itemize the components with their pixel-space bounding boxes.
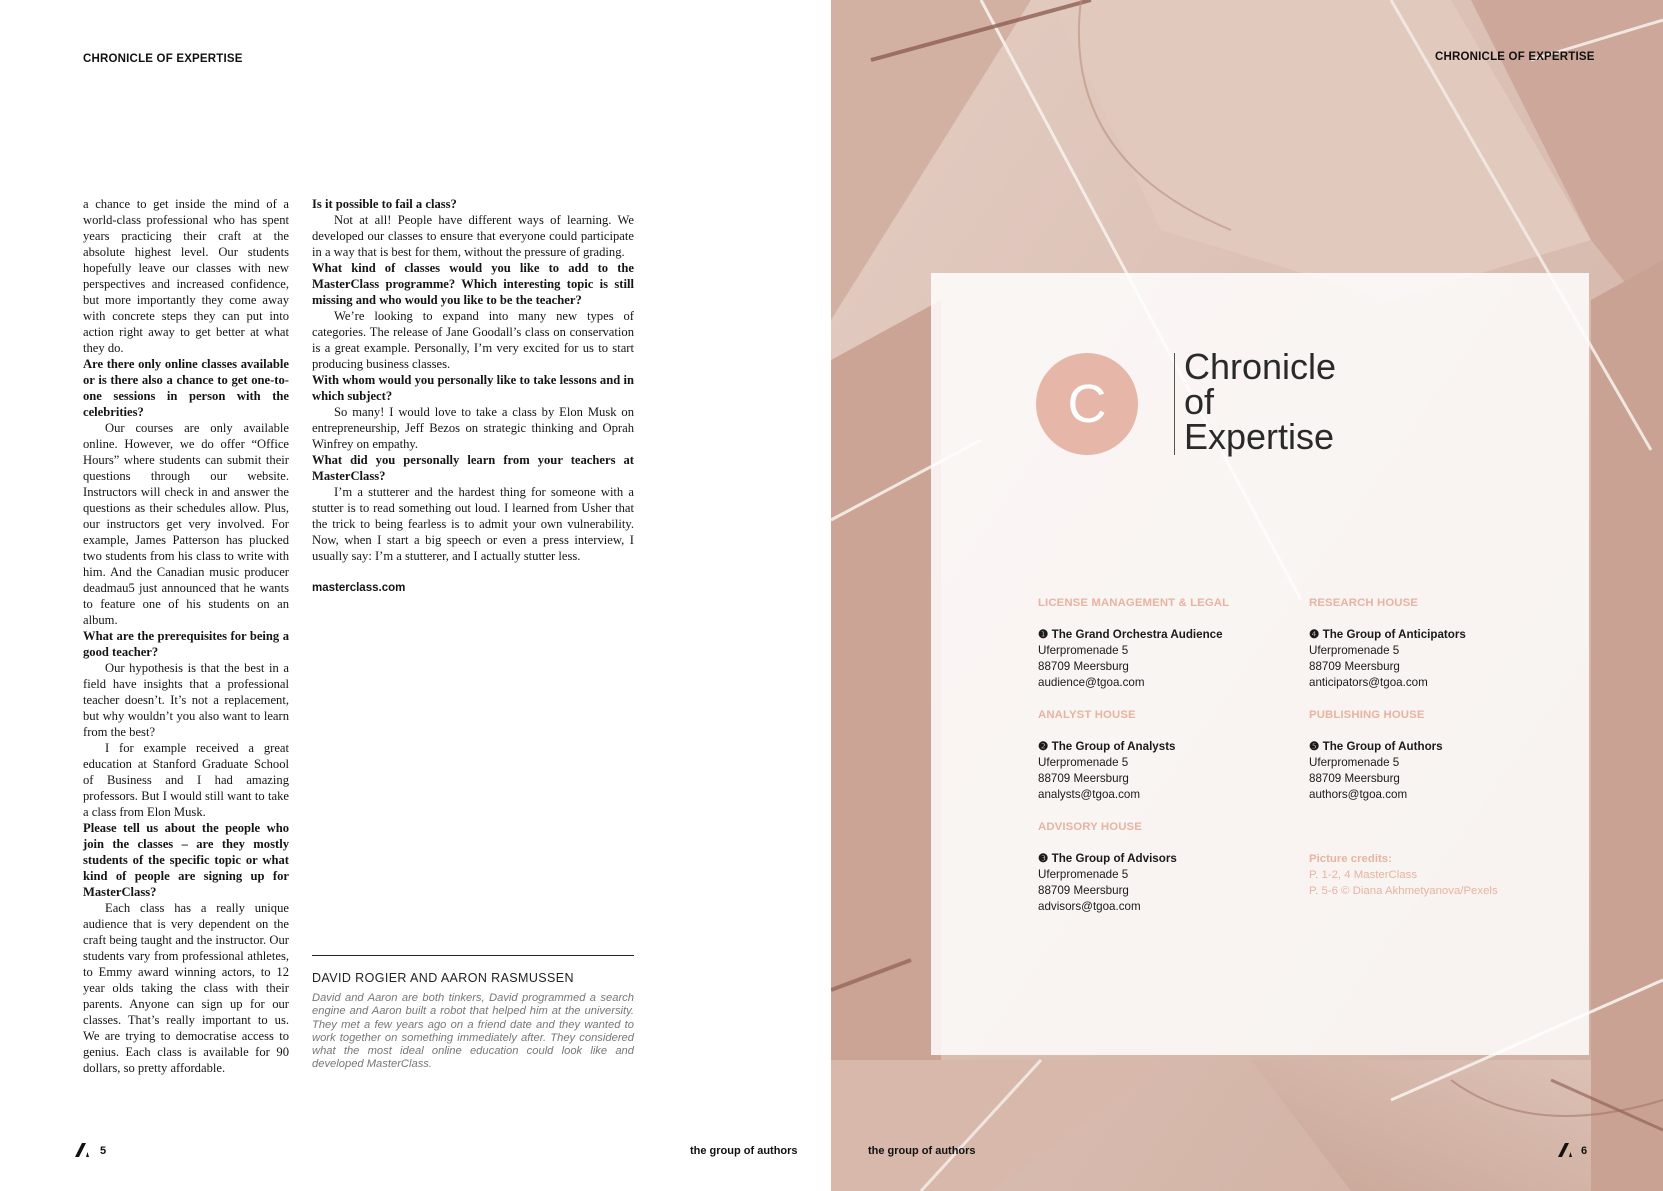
interview-answer: I for example received a great education at Stanford Graduate School of Business and I had amazing professors. But I would still want to take a class from Elon Musk. — [83, 741, 289, 819]
brand-line-1: Chronicle — [1184, 346, 1337, 387]
city: 88709 Meersburg — [1038, 772, 1129, 785]
column-2-body — [312, 196, 634, 564]
interview-answer: Not at all! People have different ways of learning. We developed our classes to ensure that everyone could participate in a way that is best for them, without the pressure of grading. — [312, 213, 634, 259]
city: 88709 Meersburg — [1309, 660, 1400, 673]
address-license-management — [1038, 595, 1229, 691]
interview-question: Is it possible to fail a class? — [312, 197, 457, 211]
street: Uferpromenade 5 — [1309, 756, 1400, 769]
category-label: ANALYST HOUSE — [1038, 709, 1136, 721]
imprint-panel — [931, 273, 1589, 1055]
website-link[interactable]: masterclass.com — [312, 582, 406, 594]
page-number-right: 6 — [1581, 1145, 1588, 1157]
brand-wordmark — [1184, 346, 1337, 457]
category-label: ADVISORY HOUSE — [1038, 821, 1142, 833]
interview-answer: Our courses are only available online. However, we do offer “Office Hours” where students can submit their questions through our website. Instructors will check in and answer the questions as their schedules allow. Plus, our instructors get very involved. For example, James Patterson has plucked two students from his class to write with him. And the Canadian music producer deadmau5 just announced that he wants to feature one of his students on an album. — [83, 421, 289, 627]
address-advisory-house — [1038, 819, 1177, 915]
running-head-left: CHRONICLE OF EXPERTISE — [83, 53, 243, 65]
category-label: LICENSE MANAGEMENT & LEGAL — [1038, 597, 1230, 609]
interview-question: What are the prerequisites for being a good teacher? — [83, 629, 289, 659]
brand-line-3: Expertise — [1184, 416, 1335, 457]
interview-answer: Our hypothesis is that the best in a field have insights that a professional teacher doesn’t. It’s not a replacement, but why wouldn’t you also want to learn from the best? — [83, 661, 289, 739]
city: 88709 Meersburg — [1038, 884, 1129, 897]
brand-logo-circle: C — [1036, 353, 1138, 455]
company-name: ❹ The Group of Anticipators — [1309, 628, 1466, 641]
credits-title: Picture credits: — [1309, 853, 1392, 865]
address-analyst-house — [1038, 707, 1176, 803]
footer-brand-left: the group of authors — [690, 1145, 798, 1157]
credit-line: P. 5-6 © Diana Akhmetyanova/Pexels — [1309, 885, 1498, 897]
interview-question: What kind of classes would you like to add to the MasterClass programme? Which interesting topic is still missing and who would you like to be the teacher? — [312, 261, 634, 307]
city: 88709 Meersburg — [1038, 660, 1129, 673]
credit-line: P. 1-2, 4 MasterClass — [1309, 869, 1418, 881]
address-research-house — [1309, 595, 1466, 691]
bio-name: DAVID ROGIER AND AARON RASMUSSEN — [312, 971, 574, 985]
brand-line-2: of — [1184, 381, 1215, 422]
article-column-2 — [312, 196, 634, 596]
publisher-logo-icon — [75, 1143, 95, 1157]
street: Uferpromenade 5 — [1038, 756, 1129, 769]
email-link[interactable]: authors@tgoa.com — [1309, 788, 1408, 801]
brand-divider — [1174, 353, 1175, 455]
page-number-left: 5 — [100, 1145, 107, 1157]
interview-answer: I’m a stutterer and the hardest thing for someone with a stutter is to read something out loud. I learned from Usher that the trick to being fearless is to admit your own vulnerability. Now, when I start a big speech or even a press interview, I usually say: I’m a stutterer, and I actually stutter less. — [312, 485, 634, 563]
street: Uferpromenade 5 — [1309, 644, 1400, 657]
interview-answer: Each class has a really unique audience that is very dependent on the craft being taught and the instructor. Our students vary from professional athletes, to Emmy award winning actors, to 12 year olds taking the class with their parents. Anyone can sign up for our classes. That’s really important to us. We are trying to democratise access to genius. Each class is available for 90 dollars, so pretty affordable. — [83, 901, 289, 1075]
category-label: PUBLISHING HOUSE — [1309, 709, 1425, 721]
street: Uferpromenade 5 — [1038, 868, 1129, 881]
running-head-right: CHRONICLE OF EXPERTISE — [1435, 51, 1595, 63]
left-page — [0, 0, 831, 1191]
interview-answer: So many! I would love to take a class by Elon Musk on entrepreneurship, Jeff Bezos on strategic thinking and Oprah Winfrey on empathy. — [312, 405, 634, 451]
email-link[interactable]: anticipators@tgoa.com — [1309, 676, 1428, 689]
interview-question: Are there only online classes available or is there also a chance to get one-to-one sessions in person with the celebrities? — [83, 357, 289, 419]
email-link[interactable]: advisors@tgoa.com — [1038, 900, 1141, 913]
company-name: ❶ The Grand Orchestra Audience — [1038, 628, 1223, 641]
interview-answer: We’re looking to expand into many new types of categories. The release of Jane Goodall’s class on conservation is a great example. Personally, I’m very excited for us to start producing business classes. — [312, 309, 634, 371]
email-link[interactable]: audience@tgoa.com — [1038, 676, 1145, 689]
city: 88709 Meersburg — [1309, 772, 1400, 785]
interview-question: Please tell us about the people who join the classes – are they mostly students of the specific topic or what kind of people are signing up for MasterClass? — [83, 821, 289, 899]
article-column-1 — [83, 196, 289, 1076]
picture-credits — [1309, 851, 1498, 899]
street: Uferpromenade 5 — [1038, 644, 1129, 657]
bio-text: David and Aaron are both tinkers, David programmed a search engine and Aaron built a robot that helped him at the university. They met a few years ago on a friend date and they wanted to work together on something immediately after. They considered what the most ideal online education could look like and developed MasterClass. — [312, 992, 634, 1071]
category-label: RESEARCH HOUSE — [1309, 597, 1418, 609]
interview-question: With whom would you personally like to take lessons and in which subject? — [312, 373, 634, 403]
address-publishing-house — [1309, 707, 1443, 803]
publisher-logo-icon — [1558, 1143, 1578, 1157]
company-name: ❷ The Group of Analysts — [1038, 740, 1176, 753]
interview-question: What did you personally learn from your teachers at MasterClass? — [312, 453, 634, 483]
email-link[interactable]: analysts@tgoa.com — [1038, 788, 1140, 801]
right-page — [831, 0, 1663, 1191]
footer-brand-right: the group of authors — [868, 1145, 976, 1157]
company-name: ❺ The Group of Authors — [1309, 740, 1443, 753]
bio-divider — [312, 955, 634, 956]
company-name: ❸ The Group of Advisors — [1038, 852, 1177, 865]
paragraph: a chance to get inside the mind of a world-class professional who has spent years practicing their craft at the absolute highest level. Our students hopefully leave our classes with new perspectives and increased confidence, but more importantly they come away with concrete steps they can put into action right away to get better at what they do. — [83, 197, 289, 355]
